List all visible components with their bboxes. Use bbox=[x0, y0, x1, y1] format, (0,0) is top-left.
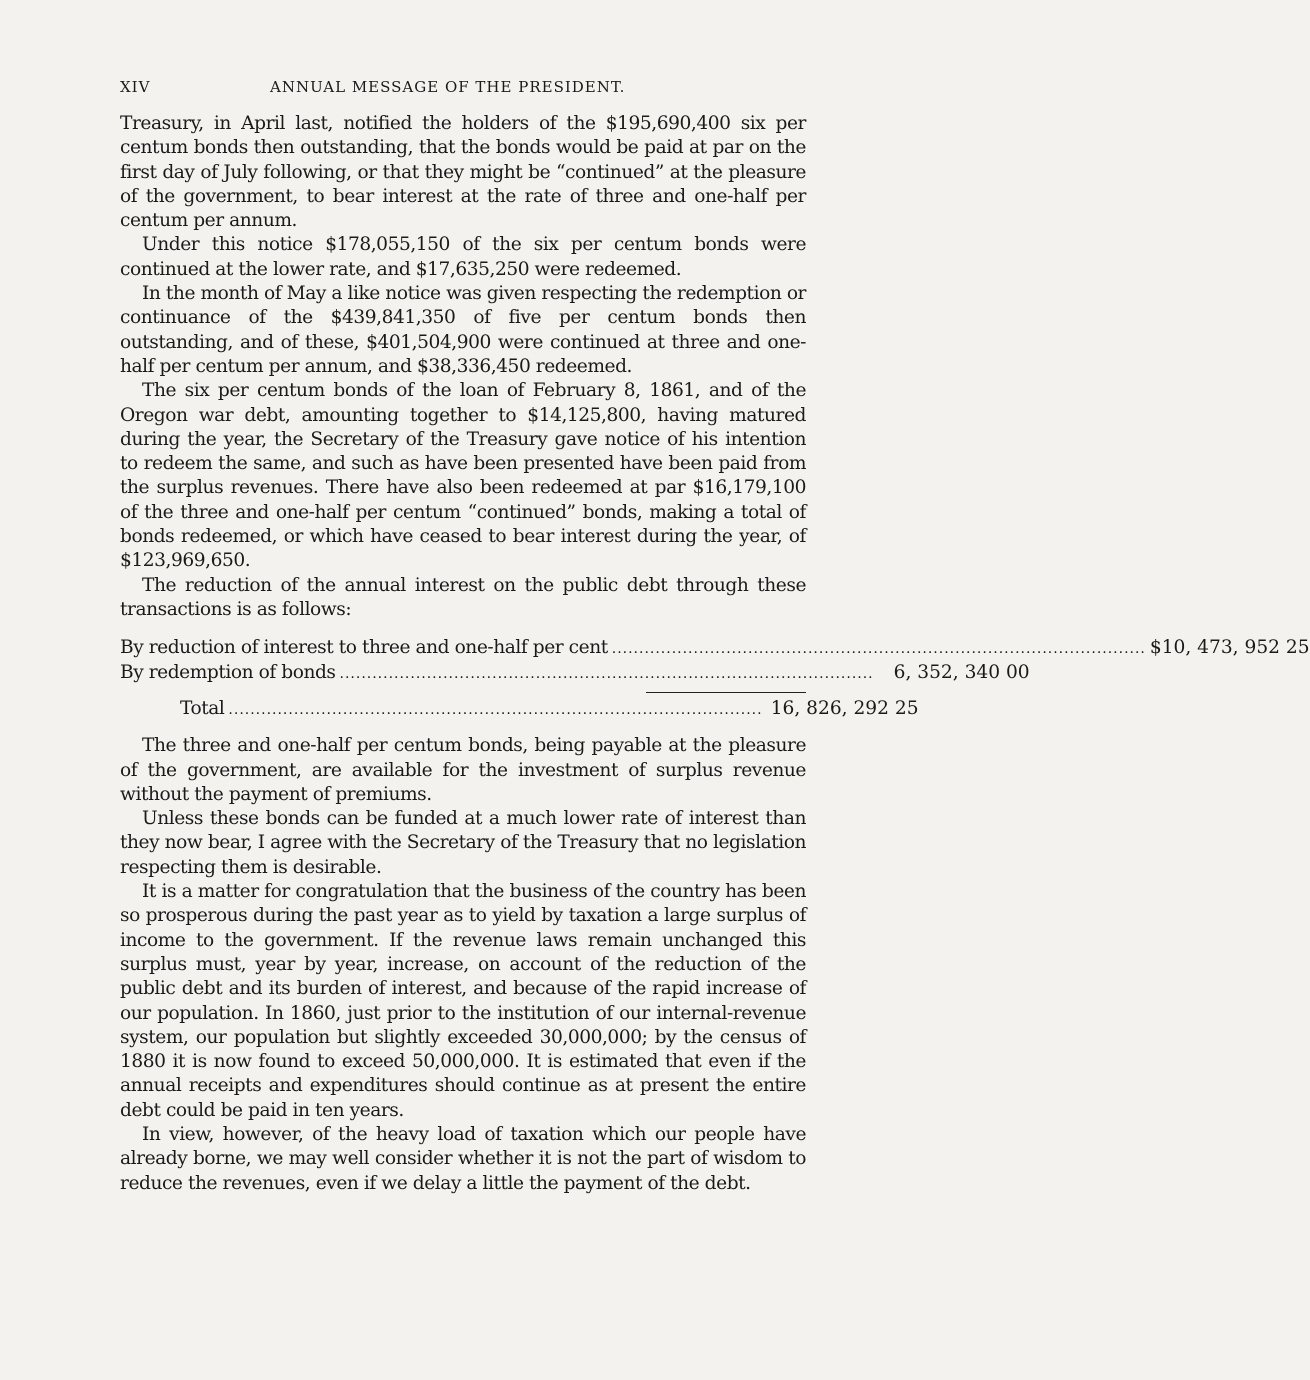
paragraph: It is a matter for congratulation that the business of the country has been so prosperous during the past year as to yield by taxation a large surplus of income to the government. If the revenue laws remain unchanged this surplus must, year by year, increase, on account of the reduction of the public debt and its burden of interest, and because of the rapid increase of our population. In 1860, just prior to the institution of our internal-revenue system, our population but slightly exceeded 30,000,000; by the census of 1880 it is now found to exceed 50,000,000. It is estimated that even if the annual receipts and expenditures should continue as at present the entire debt could be paid in ten years. bbox=[120, 881, 806, 1121]
row-label: By reduction of interest to three and one-half per cent bbox=[120, 637, 608, 659]
paragraph: Treasury, in April last, notified the holders of the $195,690,400 six per centum bonds then outstanding, that the bonds would be paid at par on the first day of July following, or that they might be “continued” at the pleasure of the government, to bear interest at the rate of three and one-half per centum per annum. bbox=[120, 113, 806, 232]
table-row bbox=[120, 636, 1310, 661]
dot-leader: .................................................................................................. bbox=[611, 641, 1146, 658]
paragraph: Under this notice $178,055,150 of the six per centum bonds were continued at the lower rate, and $17,635,250 were redeemed. bbox=[120, 234, 806, 280]
paragraph: The reduction of the annual interest on the public debt through these transactions is as follows: bbox=[120, 574, 806, 620]
total-amount: 16, 826, 292 25 bbox=[770, 698, 919, 720]
dot-leader: .................................................................................................. bbox=[228, 702, 763, 719]
paragraph: In the month of May a like notice was given respecting the redemption or continuance of the $439,841,350 of five per centum bonds then outstanding, and of these, $401,504,900 were continued at three and one-half per centum per annum, and $38,336,450 redeemed. bbox=[120, 283, 806, 377]
interest-reduction-table bbox=[120, 636, 1310, 722]
table-row bbox=[120, 661, 1030, 686]
paragraph: The six per centum bonds of the loan of February 8, 1861, and of the Oregon war debt, amounting together to $14,125,800, having matured during the year, the Secretary of the Treasury gave notice of his intention to redeem the same, and such as have been presented have been paid from the surplus revenues. There have also been redeemed at par $16,179,100 of the three and one-half per centum “continued” bonds, making a total of bonds redeemed, or which have ceased to bear interest during the year, of $123,969,650. bbox=[120, 380, 806, 572]
total-rule bbox=[646, 692, 806, 693]
document-page bbox=[120, 78, 1310, 1196]
running-header bbox=[120, 78, 806, 112]
running-title: ANNUAL MESSAGE OF THE PRESIDENT. bbox=[270, 78, 626, 96]
total-label: Total bbox=[180, 698, 225, 720]
table-total-row bbox=[120, 697, 919, 722]
paragraph: In view, however, of the heavy load of taxation which our people have already borne, we may well consider whether it is not the part of wisdom to reduce the revenues, even if we delay a little the payment of the debt. bbox=[120, 1123, 806, 1194]
row-amount: 6, 352, 340 00 bbox=[893, 662, 1030, 684]
dot-leader: .................................................................................................. bbox=[339, 666, 874, 683]
body-text-continued bbox=[120, 734, 806, 1196]
row-amount: $10, 473, 952 25 bbox=[1149, 637, 1310, 659]
row-label: By redemption of bonds bbox=[120, 662, 336, 684]
body-text bbox=[120, 112, 806, 622]
paragraph: Unless these bonds can be funded at a much lower rate of interest than they now bear, I agree with the Secretary of the Treasury that no legislation respecting them is desirable. bbox=[120, 808, 806, 878]
paragraph: The three and one-half per centum bonds, being payable at the pleasure of the government, are available for the investment of surplus revenue without the payment of premiums. bbox=[120, 735, 806, 805]
total-rule-wrap bbox=[120, 692, 806, 693]
page-number: XIV bbox=[120, 78, 151, 96]
